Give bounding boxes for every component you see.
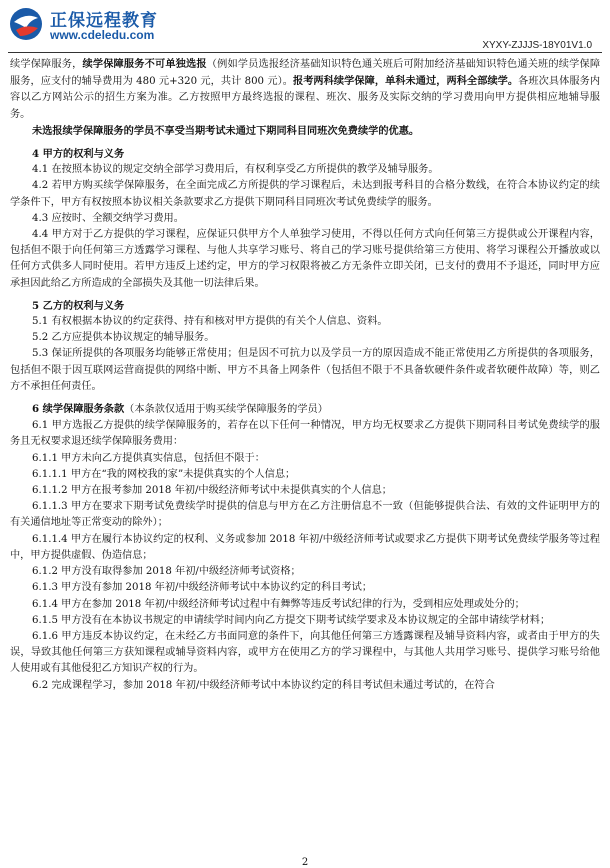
clause-6-1-1-4: 6.1.1.4 甲方在履行本协议约定的权利、义务或参加 2018 年初/中级经济师考试或要求乙方提供下期考试免费续学服务等过程中，甲方提供虚假、伪造信息； <box>10 533 600 561</box>
clause-6-1-2: 6.1.2 甲方没有取得参加 2018 年初/中级经济师考试资格； <box>32 566 301 578</box>
page-header <box>0 0 610 52</box>
clause-6-1-1-1: 6.1.1.1 甲方在“我的网校我的家”未提供真实的个人信息； <box>32 468 296 480</box>
section-6-title: 6 续学保障服务条款（本条款仅适用于购买续学保障服务的学员） <box>32 403 328 416</box>
clause-6-1-5: 6.1.5 甲方没有在本协议书规定的申请续学时间内向乙方提交下期考试续学要求及本协议规定的全部申请续学材料； <box>32 614 551 626</box>
clause-6-1-6: 6.1.6 甲方违反本协议约定，在未经乙方书面同意的条件下，向其他任何第三方透露课程及辅导资料内容，或者由于甲方的失误，导致其他任何第三方获知课程或辅导资料内容，或甲方在使用乙方的学习课程中，与其他人共用学习账号、提供学习账号给他人使用或有其他侵犯乙方知识产权的行为。 <box>10 630 600 675</box>
clause-4-4: 4.4 甲方对于乙方提供的学习课程，应保证只供甲方个人单独学习使用，不得以任何方式向任何第三方提供或公开课程内容，包括但不限于向任何第三方透露学习课程、与他人共享学习账号、将自己的学习账号提供给第三方使用、将学习课程公开播放或以任何方式供多人同时使用。若甲方违反上述约定，甲方的学习权限将被乙方无条件立即关闭，已支付的费用不予退还，同时甲方应承担因此给乙方所造成的全部损失及其他一切法律后果。 <box>10 229 600 289</box>
clause-5-1: 5.1 有权根据本协议的约定获得、持有和核对甲方提供的有关个人信息、资料。 <box>32 316 388 328</box>
logo-name: 正保远程教育 <box>50 11 158 31</box>
logo-globe-icon <box>8 6 44 42</box>
paragraph-bold-notice: 未选报续学保障服务的学员不享受当期考试未通过下期同科目同班次免费续学的优惠。 <box>32 124 420 137</box>
clause-6-1: 6.1 甲方选报乙方提供的续学保障服务的，若存在以下任何一种情况，甲方均无权要求乙方提供下期同科目考试免费续学的服务且无权要求退还续学保障服务费用： <box>10 420 600 448</box>
clause-6-1-3: 6.1.3 甲方没有参加 2018 年初/中级经济师考试中本协议约定的科目考试； <box>32 582 373 594</box>
clause-5-2: 5.2 乙方应提供本协议规定的辅导服务。 <box>32 332 215 344</box>
clause-4-3: 4.3 应按时、全额交纳学习费用。 <box>32 212 184 224</box>
clause-6-1-1-2: 6.1.1.2 甲方在报考参加 2018 年初/中级经济师考试中未提供真实的个人信息； <box>32 485 392 497</box>
clause-5-3: 5.3 保证所提供的各项服务均能够正常使用；但是因不可抗力以及学员一方的原因造成不能正常使用乙方所提供的各项服务，包括但不限于因互联网运营商提供的网络中断、甲方不具备上网条件（包括但不限于不具备软硬件条件或者软硬件故障）等，则乙方不承担任何责任。 <box>10 348 600 392</box>
clause-6-2: 6.2 完成课程学习，参加 2018 年初/中级经济师考试中本协议约定的科目考试但未通过考试的，在符合 <box>32 679 495 691</box>
clause-6-1-4: 6.1.4 甲方在参加 2018 年初/中级经济师考试过程中有舞弊等违反考试纪律的行为，受到相应处理或处分的； <box>32 598 525 610</box>
paragraph-continuation: 续学保障服务，续学保障服务不可单独选报（例如学员选报经济基础知识特色通关班后可附加经济基础知识特色通关班的续学保障服务，应支付的辅导费用为 480 元+320 元，共计 800 元）。报考两科续学保障，单科未通过，两科全部续学。各班次具体服务内容以乙方网站公示的招生方案为准。乙方按照甲方最终选报的课程、班次、服务及实际交纳的学习费用向甲方提供相应地辅导服务。 <box>10 58 601 120</box>
clause-4-2: 4.2 若甲方购买续学保障服务，在全面完成乙方所提供的学习课程后，未达到报考科目的合格分数线，在符合本协议约定的续学条件下，甲方有权按照本协议相关条款要求乙方提供下期同科目同班次考试免费续学的服务。 <box>10 180 600 208</box>
section-5-title: 5 乙方的权利与义务 <box>32 299 125 312</box>
logo-url: www.cdeledu.com <box>50 28 155 42</box>
document-body <box>10 56 600 694</box>
clause-6-1-1-3: 6.1.1.3 甲方在要求下期考试免费续学时提供的信息与甲方在乙方注册信息不一致（但能够提供合法、有效的文件证明甲方的有关通信地址等正常变动的除外）； <box>10 501 600 529</box>
clause-4-1: 4.1 在按照本协议的规定交纳全部学习费用后，有权利享受乙方所提供的教学及辅导服务。 <box>32 164 439 176</box>
clause-6-1-1: 6.1.1 甲方未向乙方提供真实信息，包括但不限于： <box>32 452 265 464</box>
header-divider <box>8 52 602 53</box>
page-number: 2 <box>301 857 309 868</box>
document-code: XYXY-ZJJJS-18Y01V1.0 <box>482 40 592 51</box>
section-4-title: 4 甲方的权利与义务 <box>32 148 125 161</box>
